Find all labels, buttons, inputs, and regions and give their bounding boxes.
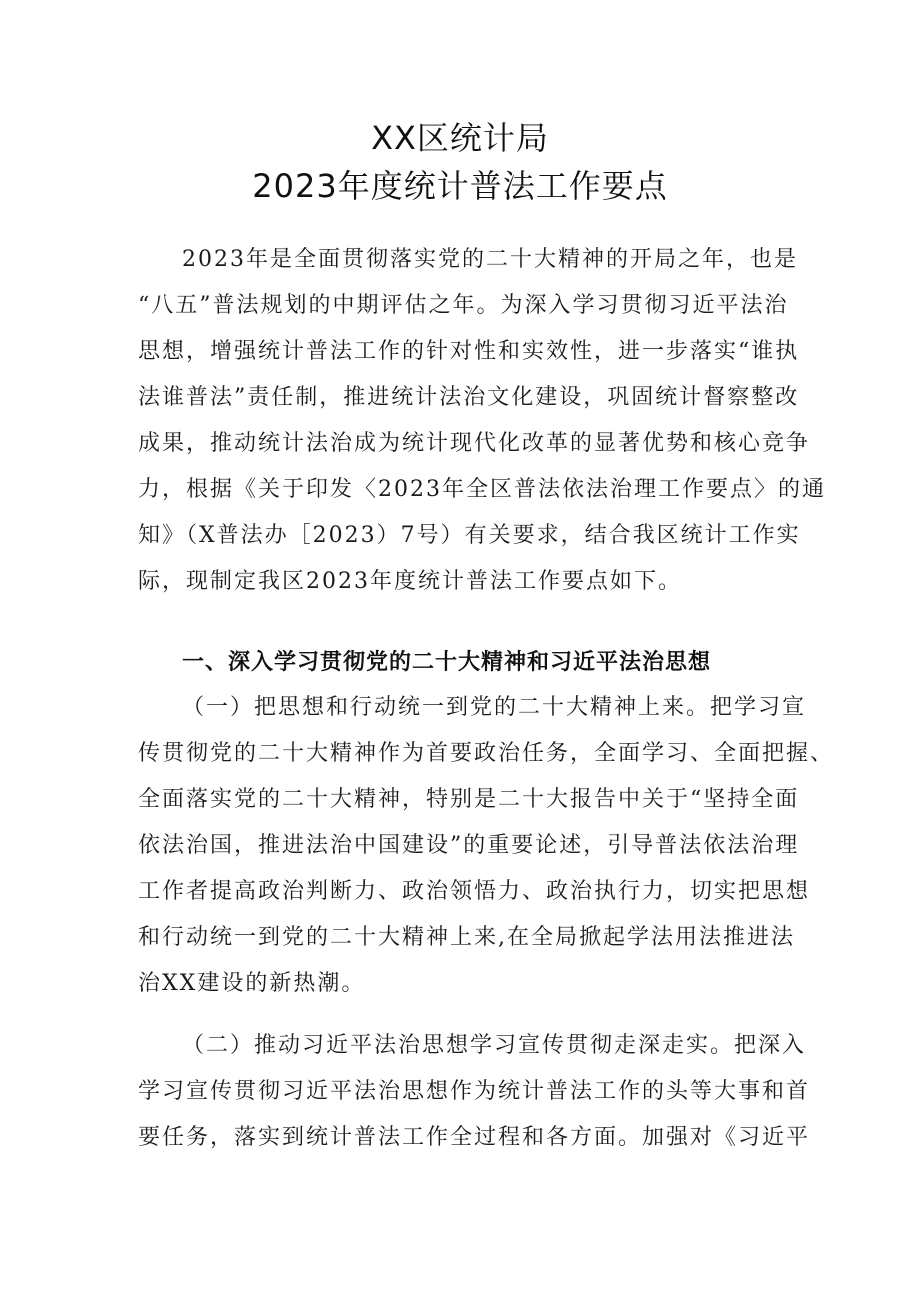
paragraph-line: 工作者提高政治判断力、政治领悟力、政治执行力，切实把思想 xyxy=(138,879,811,904)
intro-line: 2023年是全面贯彻落实党的二十大精神的开局之年，也是 xyxy=(182,247,798,272)
paragraph-line: 和行动统一到党的二十大精神上来,在全局掀起学法用法推进法 xyxy=(138,925,795,950)
document-title-line2: 2023年度统计普法工作要点 xyxy=(252,167,668,205)
paragraph-line: 学习宣传贯彻习近平法治思想作为统计普法工作的头等大事和首 xyxy=(138,1079,811,1104)
paragraph-line: 治XX建设的新热潮。 xyxy=(138,971,366,996)
intro-paragraph xyxy=(138,237,826,605)
paragraph-line: 传贯彻党的二十大精神作为首要政治任务，全面学习、全面把握、 xyxy=(138,741,835,766)
section-heading-1: 一、深入学习贯彻党的二十大精神和习近平法治思想 xyxy=(182,650,712,675)
paragraph-line: 要任务，落实到统计普法工作全过程和各方面。加强对《习近平 xyxy=(138,1125,811,1150)
intro-line: 思想，增强统计普法工作的针对性和实效性，进一步落实“谁执 xyxy=(138,339,800,364)
paragraph-line: （二）推动习近平法治思想学习宣传贯彻走深走实。把深入 xyxy=(182,1033,807,1058)
paragraph-line: 依法治国，推进法治中国建设”的重要论述，引导普法依法治理 xyxy=(138,833,800,858)
intro-line: 成果，推动统计法治成为统计现代化改革的显著优势和核心竞争 xyxy=(138,431,811,456)
paragraph-line: （一）把思想和行动统一到党的二十大精神上来。把学习宣 xyxy=(182,695,807,720)
intro-line: 法谁普法”责任制，推进统计法治文化建设，巩固统计督察整改 xyxy=(138,385,800,410)
intro-line: 际，现制定我区2023年度统计普法工作要点如下。 xyxy=(138,569,682,594)
document-title-line1: XX区统计局 xyxy=(371,119,549,157)
paragraph-line: 全面落实党的二十大精神，特别是二十大报告中关于“坚持全面 xyxy=(138,787,800,812)
paragraph-1 xyxy=(138,685,835,1007)
intro-line: 力，根据《关于印发〈2023年全区普法依法治理工作要点〉的通 xyxy=(138,477,826,502)
intro-line: “八五”普法规划的中期评估之年。为深入学习贯彻习近平法治 xyxy=(138,293,789,318)
paragraph-2 xyxy=(138,1023,811,1161)
intro-line: 知》（X普法办［2023）7号）有关要求，结合我区统计工作实 xyxy=(138,523,801,548)
